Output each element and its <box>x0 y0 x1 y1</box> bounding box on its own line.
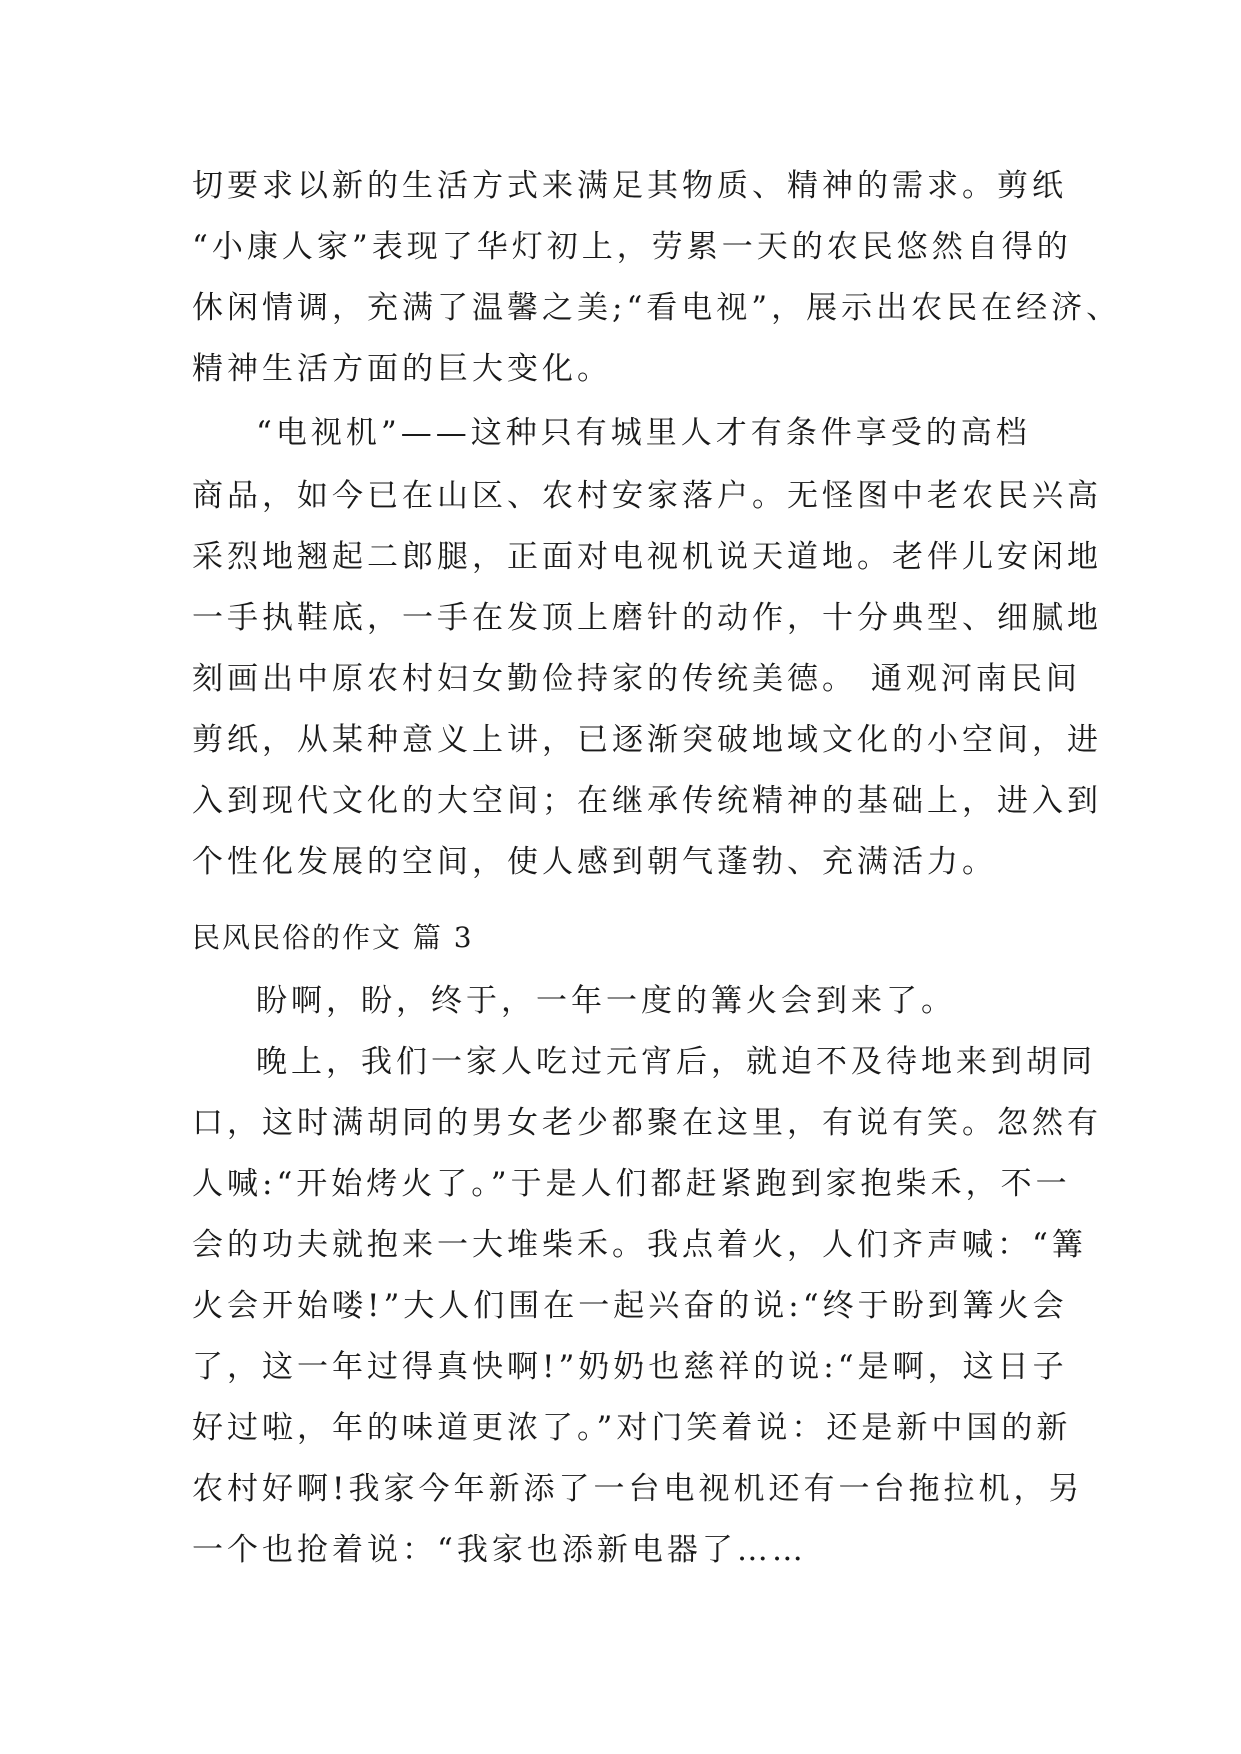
text-line: 火会开始喽!”大人们围在一起兴奋的说:“终于盼到篝火会 <box>192 1288 1068 1324</box>
text-line: 商品，如今已在山区、农村安家落户。无怪图中老农民兴高 <box>192 478 1102 514</box>
text-line: “小康人家”表现了华灯初上，劳累一天的农民悠然自得的 <box>192 229 1072 265</box>
text-line: 采烈地翘起二郎腿，正面对电视机说天道地。老伴儿安闲地 <box>192 539 1102 575</box>
text-line: 口，这时满胡同的男女老少都聚在这里，有说有笑。忽然有 <box>192 1105 1102 1141</box>
text-line: 切要求以新的生活方式来满足其物质、精神的需求。剪纸 <box>192 168 1067 204</box>
text-line: 盼啊，盼，终于，一年一度的篝火会到来了。 <box>256 983 956 1019</box>
text-line: 个性化发展的空间，使人感到朝气蓬勃、充满活力。 <box>192 844 997 880</box>
text-line: 一个也抢着说：“我家也添新电器了…… <box>192 1532 807 1568</box>
text-line: 休闲情调，充满了温馨之美;“看电视”，展示出农民在经济、 <box>192 290 1122 326</box>
text-line: 农村好啊!我家今年新添了一台电视机还有一台拖拉机，另 <box>192 1471 1084 1507</box>
text-line: 精神生活方面的巨大变化。 <box>192 351 612 387</box>
section-heading: 民风民俗的作文 篇 3 <box>192 921 474 954</box>
text-line: “电视机”——这种只有城里人才有条件享受的高档 <box>256 415 1031 451</box>
text-line: 一手执鞋底，一手在发顶上磨针的动作，十分典型、细腻地 <box>192 600 1102 636</box>
text-line: 了，这一年过得真快啊!”奶奶也慈祥的说:“是啊，这日子 <box>192 1349 1068 1385</box>
text-line: 晚上，我们一家人吃过元宵后，就迫不及待地来到胡同 <box>256 1044 1096 1080</box>
text-line: 剪纸，从某种意义上讲，已逐渐突破地域文化的小空间，进 <box>192 722 1102 758</box>
text-line: 入到现代文化的大空间；在继承传统精神的基础上，进入到 <box>192 783 1102 819</box>
text-line: 刻画出中原农村妇女勤俭持家的传统美德。 通观河南民间 <box>192 661 1081 697</box>
text-line: 会的功夫就抱来一大堆柴禾。我点着火，人们齐声喊：“篝 <box>192 1227 1087 1263</box>
text-line: 人喊:“开始烤火了。”于是人们都赶紧跑到家抱柴禾，不一 <box>192 1166 1071 1202</box>
text-line: 好过啦，年的味道更浓了。”对门笑着说：还是新中国的新 <box>192 1410 1072 1446</box>
